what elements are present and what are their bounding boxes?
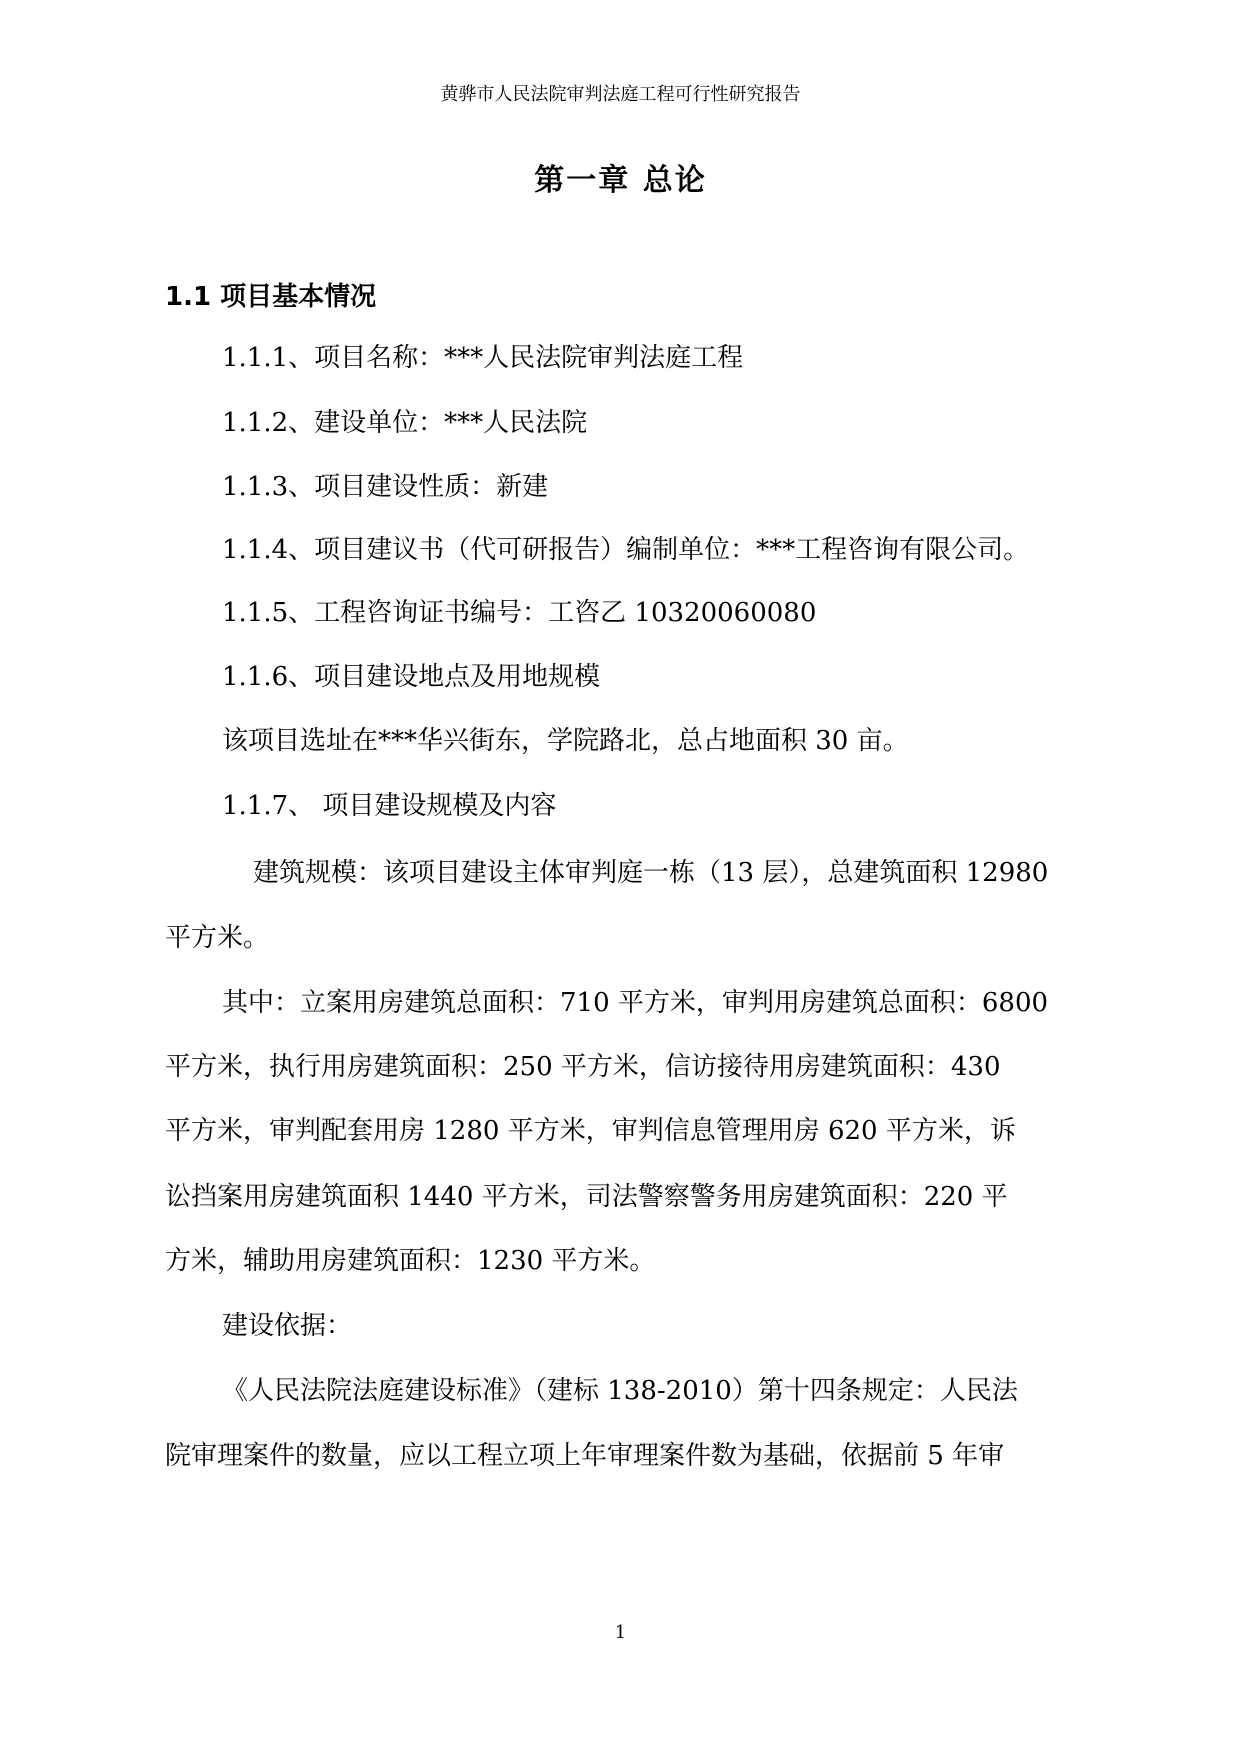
basis-heading: 建设依据： <box>222 1311 353 1341</box>
area-paragraph-line: 方米，辅助用房建筑面积：1230 平方米。 <box>165 1246 656 1276</box>
area-paragraph-line: 讼挡案用房建筑面积 1440 平方米，司法警察警务用房建筑面积：220 平 <box>165 1182 1008 1212</box>
basis-paragraph-line: 《人民法院法庭建设标准》（建标 138-2010）第十四条规定：人民法 <box>222 1376 1018 1406</box>
item-certificate-number: 1.1.5、工程咨询证书编号：工咨乙 10320060080 <box>222 598 817 628</box>
section-title: 1.1 项目基本情况 <box>165 282 377 312</box>
item-location-text: 该项目选址在***华兴街东，学院路北，总占地面积 30 亩。 <box>222 726 909 756</box>
page-number: 1 <box>614 1622 627 1643</box>
item-construction-unit: 1.1.2、建设单位：***人民法院 <box>222 408 588 438</box>
area-paragraph-line: 平方米，审判配套用房 1280 平方米，审判信息管理用房 620 平方米，诉 <box>165 1116 1016 1146</box>
area-paragraph-line: 其中：立案用房建筑总面积：710 平方米，审判用房建筑总面积：6800 <box>222 988 1049 1018</box>
item-proposal-preparer: 1.1.4、项目建议书（代可研报告）编制单位：***工程咨询有限公司。 <box>222 535 1030 565</box>
item-scale-heading: 1.1.7、 项目建设规模及内容 <box>222 791 557 821</box>
item-location-heading: 1.1.6、项目建设地点及用地规模 <box>222 662 601 692</box>
chapter-title: 第一章 总论 <box>534 163 707 198</box>
item-construction-nature: 1.1.3、项目建设性质：新建 <box>222 472 549 502</box>
scale-paragraph-line: 平方米。 <box>165 923 270 953</box>
page-header: 黄骅市人民法院审判法庭工程可行性研究报告 <box>440 84 801 105</box>
header-rule <box>165 112 1075 113</box>
item-project-name: 1.1.1、项目名称：***人民法院审判法庭工程 <box>222 343 744 373</box>
scale-paragraph-line: 建筑规模：该项目建设主体审判庭一栋（13 层），总建筑面积 12980 <box>253 858 1049 888</box>
basis-paragraph-line: 院审理案件的数量，应以工程立项上年审理案件数为基础，依据前 5 年审 <box>165 1441 1005 1471</box>
area-paragraph-line: 平方米，执行用房建筑面积：250 平方米，信访接待用房建筑面积：430 <box>165 1052 1001 1082</box>
